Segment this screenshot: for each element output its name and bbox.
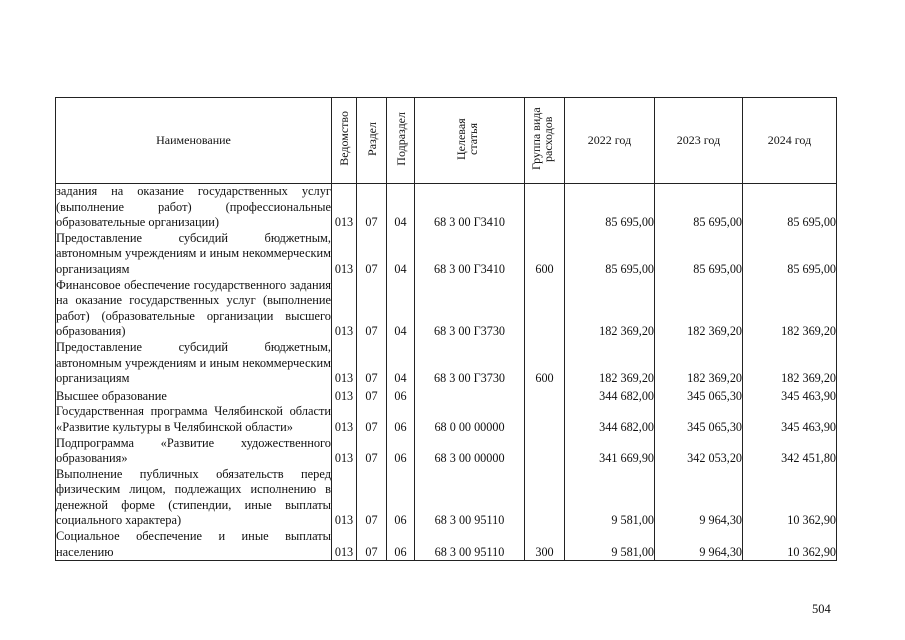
row-2022: 9 581,00 [565, 467, 655, 529]
row-name: Предоставление субсидий бюджетным, автономным учреждениям и иным некоммерческим организациям [56, 230, 331, 276]
row-2022: 85 695,00 [565, 184, 655, 231]
row-razdel: 07 [357, 529, 387, 561]
row-2024: 342 451,80 [743, 436, 837, 467]
row-celevaya: 68 3 00 Г3410 [415, 184, 525, 231]
table-row [56, 387, 837, 405]
row-podrazdel: 04 [387, 278, 415, 340]
table-row [56, 404, 837, 435]
row-gruppa [525, 404, 565, 435]
row-2022: 344 682,00 [565, 404, 655, 435]
row-gruppa: 600 [525, 340, 565, 387]
row-gruppa: 600 [525, 231, 565, 278]
row-2024: 85 695,00 [743, 231, 837, 278]
row-podrazdel: 04 [387, 340, 415, 387]
table-row [56, 529, 837, 561]
row-podrazdel: 04 [387, 184, 415, 231]
header-name: Наименование [56, 98, 332, 184]
row-celevaya: 68 0 00 00000 [415, 404, 525, 435]
header-2022: 2022 год [565, 98, 655, 184]
row-2024: 182 369,20 [743, 278, 837, 340]
row-2024: 345 463,90 [743, 404, 837, 435]
row-2022: 341 669,90 [565, 436, 655, 467]
row-celevaya [415, 387, 525, 405]
row-2022: 344 682,00 [565, 387, 655, 405]
row-name: Выполнение публичных обязательств перед физическим лицом, подлежащих исполнению в денежной форме (стипендии, иные выплаты социального характера) [56, 466, 331, 528]
row-name: Государственная программа Челябинской области «Развитие культуры в Челябинской области» [56, 404, 331, 434]
header-2023: 2023 год [655, 98, 743, 184]
table-row [56, 436, 837, 467]
row-2024: 10 362,90 [743, 467, 837, 529]
header-vedomstvo: Ведомство [332, 98, 357, 184]
row-razdel: 07 [357, 278, 387, 340]
row-name: Подпрограмма «Развитие художественного образования» [56, 435, 331, 466]
row-2022: 85 695,00 [565, 231, 655, 278]
table-row [56, 278, 837, 340]
row-vedomstvo: 013 [332, 184, 357, 231]
table-header-row [56, 98, 837, 184]
row-2023: 85 695,00 [655, 231, 743, 278]
row-name: Высшее образование [56, 387, 332, 405]
header-celevaya: Целевая статья [415, 98, 525, 184]
row-razdel: 07 [357, 340, 387, 387]
row-vedomstvo: 013 [332, 231, 357, 278]
budget-table [55, 97, 837, 561]
row-2023: 85 695,00 [655, 184, 743, 231]
row-2023: 9 964,30 [655, 529, 743, 561]
row-podrazdel: 06 [387, 404, 415, 435]
table-row [56, 184, 837, 231]
row-celevaya: 68 3 00 95110 [415, 529, 525, 561]
row-razdel: 07 [357, 404, 387, 435]
row-2023: 182 369,20 [655, 340, 743, 387]
row-podrazdel: 06 [387, 467, 415, 529]
row-name: Социальное обеспечение и иные выплаты населению [56, 529, 332, 561]
row-celevaya: 68 3 00 Г3730 [415, 340, 525, 387]
row-2024: 10 362,90 [743, 529, 837, 561]
row-2022: 182 369,20 [565, 278, 655, 340]
row-name: Финансовое обеспечение государственного задания на оказание государственных услуг (выполнение работ) (образовательные организации высшего образования) [56, 277, 331, 339]
row-razdel: 07 [357, 387, 387, 405]
row-2023: 182 369,20 [655, 278, 743, 340]
row-2024: 182 369,20 [743, 340, 837, 387]
header-podrazdel: Подраздел [387, 98, 415, 184]
row-2023: 9 964,30 [655, 467, 743, 529]
row-vedomstvo: 013 [332, 404, 357, 435]
row-gruppa [525, 278, 565, 340]
row-2023: 345 065,30 [655, 404, 743, 435]
page-number: 504 [812, 602, 831, 616]
row-razdel: 07 [357, 231, 387, 278]
row-2023: 342 053,20 [655, 436, 743, 467]
header-razdel: Раздел [357, 98, 387, 184]
row-name: Предоставление субсидий бюджетным, автономным учреждениям и иным некоммерческим организациям [56, 339, 331, 386]
row-gruppa [525, 467, 565, 529]
row-podrazdel: 06 [387, 387, 415, 405]
table-row [56, 231, 837, 278]
row-razdel: 07 [357, 184, 387, 231]
row-gruppa [525, 387, 565, 405]
row-podrazdel: 06 [387, 529, 415, 561]
table-row [56, 340, 837, 387]
table-row [56, 467, 837, 529]
row-vedomstvo: 013 [332, 467, 357, 529]
row-gruppa [525, 436, 565, 467]
row-celevaya: 68 3 00 95110 [415, 467, 525, 529]
row-vedomstvo: 013 [332, 387, 357, 405]
row-name: задания на оказание государственных услуг (выполнение работ) (профессиональные образовательные организации) [56, 184, 331, 230]
row-2024: 345 463,90 [743, 387, 837, 405]
row-celevaya: 68 3 00 Г3410 [415, 231, 525, 278]
row-gruppa [525, 184, 565, 231]
row-celevaya: 68 3 00 Г3730 [415, 278, 525, 340]
row-2022: 182 369,20 [565, 340, 655, 387]
row-vedomstvo: 013 [332, 278, 357, 340]
header-gruppa: Группа вида расходов [525, 98, 565, 184]
row-gruppa: 300 [525, 529, 565, 561]
row-vedomstvo: 013 [332, 340, 357, 387]
row-celevaya: 68 3 00 00000 [415, 436, 525, 467]
row-razdel: 07 [357, 467, 387, 529]
row-podrazdel: 04 [387, 231, 415, 278]
row-2023: 345 065,30 [655, 387, 743, 405]
row-2024: 85 695,00 [743, 184, 837, 231]
row-vedomstvo: 013 [332, 436, 357, 467]
header-2024: 2024 год [743, 98, 837, 184]
row-podrazdel: 06 [387, 436, 415, 467]
row-vedomstvo: 013 [332, 529, 357, 561]
row-2022: 9 581,00 [565, 529, 655, 561]
row-razdel: 07 [357, 436, 387, 467]
